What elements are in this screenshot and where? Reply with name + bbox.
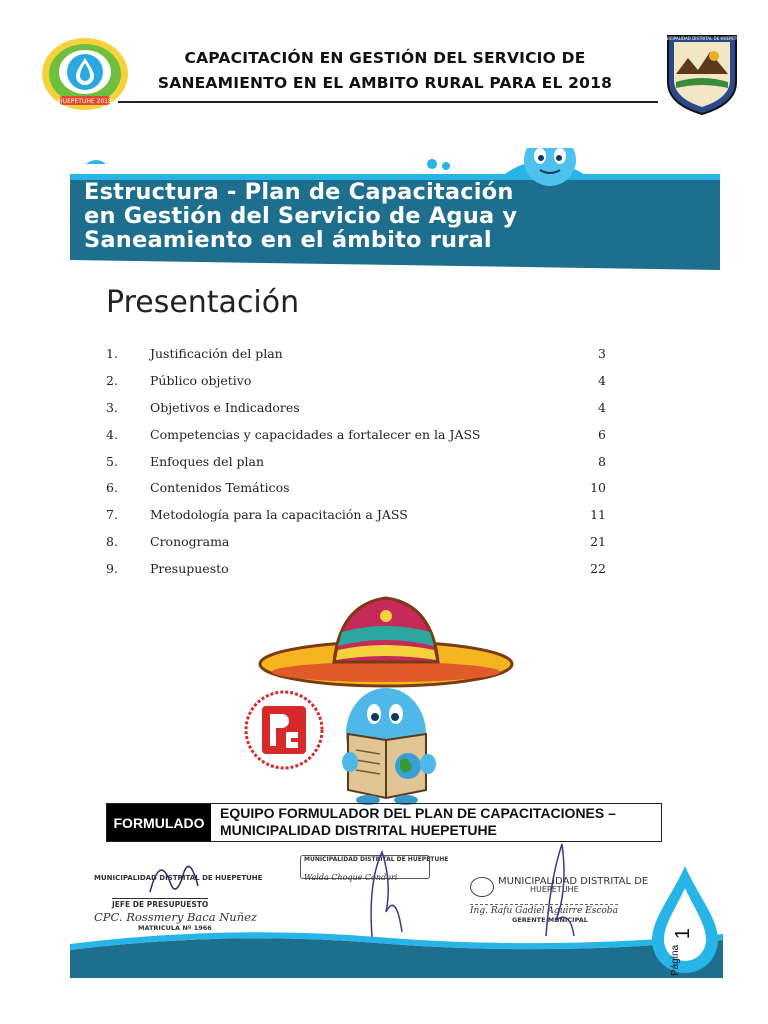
toc-text: Objetivos e Indicadores — [150, 399, 300, 415]
toc-number: 2. — [106, 372, 118, 388]
toc-number: 9. — [106, 561, 118, 577]
sig1-role: JEFE DE PRESUPUESTO — [112, 900, 209, 909]
sig1-org: MUNICIPALIDAD DISTRITAL DE HUEPETUHE — [94, 874, 263, 882]
banner-line1: Estructura - Plan de Capacitación — [84, 179, 514, 205]
toc-item[interactable] — [106, 507, 626, 534]
svg-text:HUEPETUHE 2018: HUEPETUHE 2018 — [58, 98, 112, 105]
toc-page: 11 — [590, 507, 606, 523]
toc-page: 21 — [590, 534, 606, 550]
sig1-name: CPC. Rossmery Baca Nuñez — [94, 910, 257, 924]
banner-line2: en Gestión del Servicio de Agua y — [84, 203, 518, 229]
toc-item[interactable] — [106, 427, 626, 454]
table-of-contents — [106, 346, 626, 588]
toc-page: 4 — [598, 372, 606, 388]
presentation-heading: Presentación — [106, 285, 300, 320]
toc-page: 6 — [598, 426, 606, 442]
toc-text: Competencias y capacidades a fortalecer en la JASS — [150, 426, 481, 442]
toc-number: 6. — [106, 480, 118, 496]
toc-item[interactable] — [106, 454, 626, 481]
sig2-org: MUNICIPALIDAD DISTRITAL DE HUEPETUHE — [304, 856, 449, 863]
signature-scribble-1 — [140, 852, 210, 902]
mascot-illustration — [244, 594, 526, 806]
municipality-seal — [662, 30, 742, 116]
sig1-registration: MATRICULA Nº 1966 — [138, 924, 212, 932]
toc-text: Público objetivo — [150, 372, 252, 388]
toc-item[interactable] — [106, 561, 626, 588]
header-rule — [118, 101, 658, 103]
page-number: 1 — [672, 927, 695, 940]
page-label: Página — [670, 944, 681, 976]
formulado-line1: EQUIPO FORMULADOR DEL PLAN DE CAPACITACIONES – — [220, 805, 616, 821]
toc-item[interactable] — [106, 480, 626, 507]
toc-text: Enfoques del plan — [150, 453, 265, 469]
svg-text:MUNICIPALIDAD DISTRITAL DE HUE: MUNICIPALIDAD DISTRITAL DE HUEPETUHE — [662, 36, 742, 41]
toc-number: 7. — [106, 507, 118, 523]
sig3-org-line1: MUNICIPALIDAD DISTRITAL DE — [498, 876, 649, 887]
page-number-block — [668, 920, 698, 980]
peru-brand-logo — [246, 692, 322, 768]
toc-text: Contenidos Temáticos — [150, 480, 290, 496]
formulado-label: FORMULADO — [107, 804, 211, 841]
document-header-title — [150, 46, 620, 96]
sig3-org-line2: HUEPETUHE — [530, 885, 579, 894]
sig2-name: Walda Choque Condori — [304, 873, 398, 882]
toc-item[interactable] — [106, 400, 626, 427]
toc-item[interactable] — [106, 534, 626, 561]
toc-item[interactable] — [106, 373, 626, 400]
signature-scribble-2 — [362, 842, 408, 942]
toc-number: 5. — [106, 453, 118, 469]
toc-text: Metodología para la capacitación a JASS — [150, 507, 408, 523]
toc-item[interactable] — [106, 346, 626, 373]
toc-number: 4. — [106, 426, 118, 442]
banner-title — [84, 180, 704, 252]
toc-text: Cronograma — [150, 534, 230, 550]
toc-number: 1. — [106, 346, 118, 361]
municipality-mini-seal — [470, 877, 494, 897]
sig3-role: GERENTE MUNICIPAL — [512, 916, 588, 924]
jass-logo — [40, 36, 130, 112]
formulado-line2: MUNICIPALIDAD DISTRITAL HUEPETUHE — [220, 822, 497, 838]
formulado-description — [220, 805, 660, 839]
toc-number: 8. — [106, 534, 118, 550]
header-title-line1: CAPACITACIÓN EN GESTIÓN DEL SERVICIO DE — [184, 49, 586, 67]
toc-text: Justificación del plan — [150, 346, 283, 361]
toc-page: 10 — [590, 480, 606, 496]
header-title-line2: SANEAMIENTO EN EL AMBITO RURAL PARA EL 2018 — [157, 74, 613, 92]
toc-page: 22 — [590, 561, 606, 577]
toc-text: Presupuesto — [150, 561, 229, 577]
signature-scribble-3 — [540, 840, 580, 940]
toc-number: 3. — [106, 399, 118, 415]
banner-line3: Saneamiento en el ámbito rural — [84, 227, 492, 253]
toc-page: 4 — [598, 399, 606, 415]
toc-page: 3 — [598, 346, 606, 361]
sig3-name: Ing. Rafu Gadiel Aguirre Escoba — [470, 906, 618, 916]
toc-page: 8 — [598, 453, 606, 469]
